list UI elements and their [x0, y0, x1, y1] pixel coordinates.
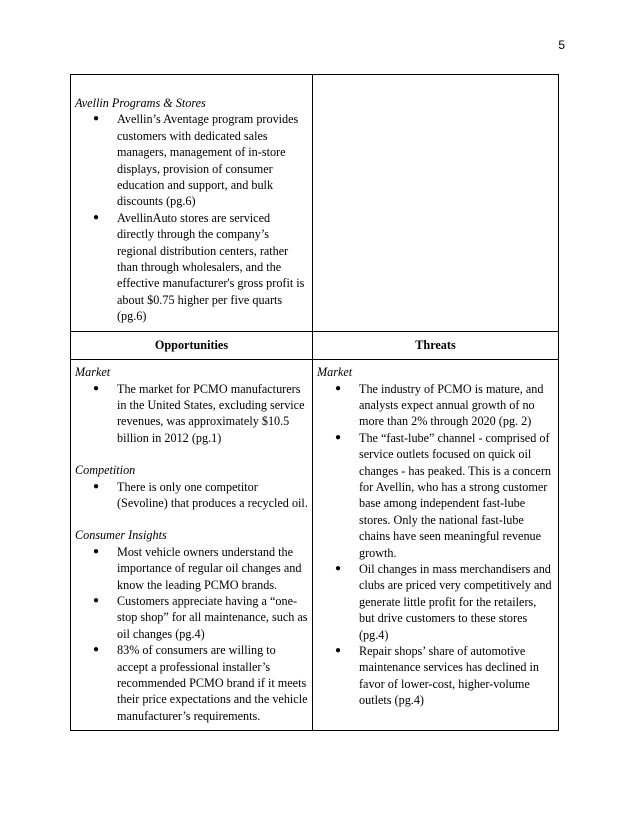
- list-item: ● The industry of PCMO is mature, and analysts expect annual growth of no more than 2% through 2020 (pg. 2): [359, 381, 554, 430]
- section-title: Avellin Programs & Stores: [75, 96, 206, 110]
- section-title-market: Market: [317, 365, 353, 380]
- opportunities-market-list: [75, 381, 308, 447]
- weaknesses-continued-cell: [313, 75, 559, 332]
- opportunities-header: Opportunities: [71, 331, 313, 359]
- list-item: ● Most vehicle owners understand the importance of regular oil changes and know the leading PCMO brands.: [117, 544, 308, 593]
- list-item: ● There is only one competitor (Sevoline) that produces a recycled oil.: [117, 479, 308, 512]
- header-row: [71, 331, 559, 359]
- threats-market-list: [317, 381, 554, 709]
- opportunities-competition-list: [75, 479, 308, 512]
- threats-cell: [313, 360, 559, 731]
- section-title-consumer-insights: Consumer Insights: [75, 528, 167, 543]
- page-number: 5: [558, 38, 565, 52]
- list-item: ● The market for PCMO manufacturers in the United States, excluding service revenues, was approximately $10.5 billion in 2012 (pg.1): [117, 381, 308, 447]
- list-item: ● Oil changes in mass merchandisers and clubs are priced very competitively and generate little profit for the retailers, but drive customers to these stores (pg.4): [359, 561, 554, 643]
- swot-table: [70, 74, 559, 731]
- content-row: [71, 360, 559, 731]
- section-title-competition: Competition: [75, 463, 136, 478]
- opportunities-consumer-list: [75, 544, 308, 724]
- list-item: ● The “fast-lube” channel - comprised of service outlets focused on quick oil changes - has peaked. This is a concern for Avellin, who has a strong customer base among independent fast-lube stores. Only the national fast-lube chains have seen meaningful revenue growth.: [359, 430, 554, 561]
- list-item: ● Customers appreciate having a “one-stop shop” for all maintenance, such as oil changes (pg.4): [117, 593, 308, 642]
- strengths-list: [75, 111, 308, 324]
- list-item: ● AvellinAuto stores are serviced directly through the company’s regional distribution centers, rather than through wholesalers, and the effective manufacturer's gross profit is about $0.75 higher per five quarts (pg.6): [117, 210, 308, 325]
- list-item: ● Avellin’s Aventage program provides customers with dedicated sales managers, management of in-store displays, provision of consumer education and support, and bulk discounts (pg.6): [117, 111, 308, 209]
- threats-header: Threats: [313, 331, 559, 359]
- opportunities-cell: [71, 360, 313, 731]
- list-item: ● 83% of consumers are willing to accept a professional installer’s recommended PCMO brand if it meets their price expectations and the vehicle manufacturer’s requirements.: [117, 642, 308, 724]
- strengths-continued-row: [71, 75, 559, 332]
- strengths-continued-cell: [71, 75, 313, 332]
- list-item: ● Repair shops’ share of automotive maintenance services has declined in favor of lower-cost, higher-volume outlets (pg.4): [359, 643, 554, 709]
- section-title-market: Market: [75, 365, 111, 380]
